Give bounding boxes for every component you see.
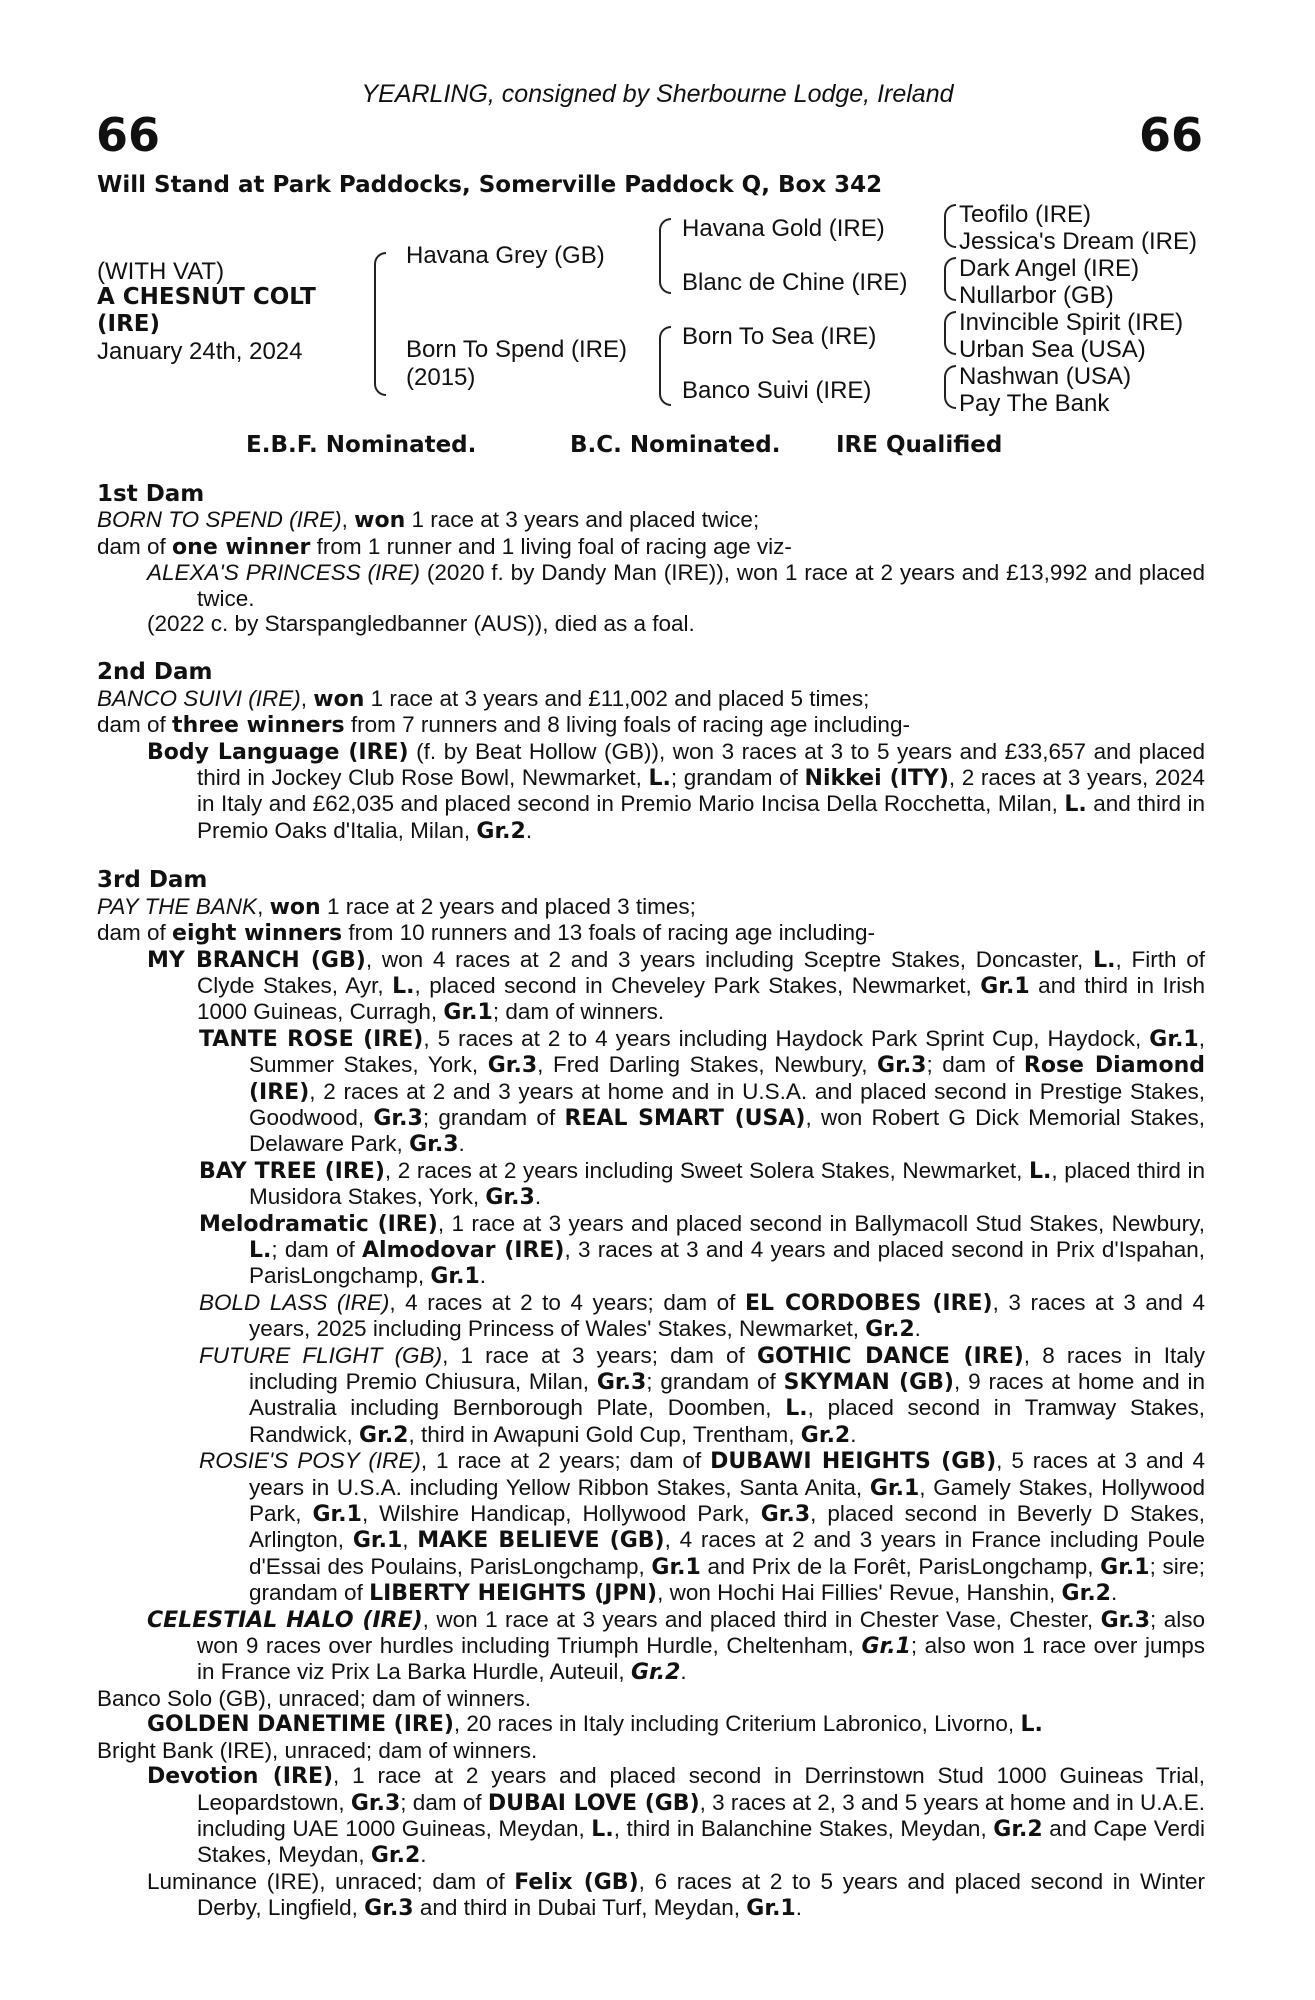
emphasis-text: ALEXA'S PRINCESS (IRE)	[147, 560, 421, 586]
pedigree-dam-dam: Banco Suivi (IRE)	[682, 377, 872, 404]
line-text: , Summer Stakes, York,	[249, 1025, 1205, 1078]
emphasis-text: REAL SMART (USA)	[564, 1105, 806, 1131]
line-text: , 3 races at 3 and 4 years, 2025 including Princess of Wales' Stakes, Newmarket,	[249, 1289, 1205, 1342]
horse-name: A CHESNUT COLT	[97, 284, 316, 310]
line-text: , placed second in Beverly D Stakes, Arlington,	[249, 1501, 1205, 1553]
emphasis-text: Felix (GB)	[514, 1869, 639, 1895]
line-text: , 1 race at 3 years; dam of	[442, 1342, 757, 1368]
pedigree-line	[97, 1211, 1205, 1290]
pedigree-gg-8: Pay The Bank	[959, 390, 1110, 417]
pedigree-line	[97, 947, 1205, 1026]
line-text: and third in Dubai Turf, Meydan,	[413, 1895, 747, 1921]
line-text: , placed second in Tramway Stakes, Randwick,	[249, 1395, 1205, 1447]
line-text: ; sire; grandam of	[249, 1553, 1205, 1606]
line-text: .	[680, 1659, 687, 1685]
line-text: from 1 runner and 1 living foal of racing age viz-	[310, 533, 792, 559]
emphasis-text: Gr.1	[980, 973, 1030, 999]
emphasis-text: Melodramatic (IRE)	[199, 1211, 438, 1237]
line-text: (f. by Beat Hollow (GB)), won 3 races at 3 to 5 years and £33,657 and placed third in Jockey Club Rose Bowl, Newmarket,	[197, 738, 1205, 791]
emphasis-text: L.	[249, 1237, 272, 1263]
emphasis-text: Gr.3	[409, 1132, 459, 1158]
pedigree-line	[97, 712, 1205, 738]
line-text: , 9 races at home and in Australia including Bernborough Plate, Doomben,	[249, 1369, 1206, 1421]
line-text: ; also won 9 races over hurdles including Triumph Hurdle, Cheltenham,	[197, 1606, 1205, 1659]
ire-qualified: IRE Qualified	[836, 432, 1003, 458]
pedigree-gg-1: Teofilo (IRE)	[959, 201, 1092, 228]
line-text: .	[458, 1131, 465, 1157]
pedigree-line	[97, 920, 1205, 946]
emphasis-text: BAY TREE (IRE)	[199, 1158, 385, 1184]
pedigree-line	[97, 1738, 1205, 1763]
emphasis-text: GOTHIC DANCE (IRE)	[756, 1343, 1024, 1369]
vat-note: (WITH VAT)	[97, 258, 225, 285]
line-text: Bright Bank (IRE), unraced; dam of winners.	[97, 1737, 538, 1763]
line-text: , 20 races in Italy including Criterium Labronico, Livorno,	[453, 1711, 1021, 1737]
emphasis-text: Gr.3	[1100, 1607, 1151, 1633]
emphasis-text: eight winners	[172, 921, 343, 947]
line-text: ; grandam of	[646, 1369, 784, 1394]
line-text: dam of	[97, 533, 173, 559]
lot-number-left: 66	[96, 108, 161, 162]
line-text: , 2 races at 2 years including Sweet Solera Stakes, Newmarket,	[384, 1157, 1029, 1183]
line-text: ,	[341, 507, 355, 533]
line-text: , 5 races at 2 to 4 years including Haydock Park Sprint Cup, Haydock,	[423, 1025, 1150, 1051]
pedigree-line	[97, 560, 1205, 611]
emphasis-text: MY BRANCH (GB)	[147, 947, 366, 973]
line-text: .	[914, 1316, 921, 1342]
pedigree-brace-2b	[659, 326, 671, 406]
line-text: , 2 races at 2 and 3 years at home and in U.S.A. and placed second in Prestige Stakes, Goodwood,	[249, 1078, 1205, 1130]
emphasis-text: Gr.1	[430, 1264, 480, 1290]
emphasis-text: Gr.1	[861, 1634, 911, 1660]
line-text: , won 4 races at 2 and 3 years including Sceptre Stakes, Doncaster,	[365, 946, 1094, 972]
dam-heading: 3rd Dam	[97, 867, 208, 894]
pedigree-sire: Havana Grey (GB)	[406, 242, 605, 269]
emphasis-text: L.	[591, 1816, 614, 1842]
dam-history	[97, 482, 1205, 1922]
emphasis-text: MAKE BELIEVE (GB)	[417, 1528, 665, 1554]
line-text: , Gamely Stakes, Hollywood Park,	[249, 1474, 1205, 1527]
line-text: from 10 runners and 13 foals of racing age including-	[342, 920, 875, 946]
emphasis-text: Gr.2	[359, 1422, 409, 1448]
emphasis-text: SKYMAN (GB)	[783, 1370, 954, 1395]
pedigree-line	[97, 507, 1205, 533]
line-text: .	[1110, 1580, 1118, 1606]
emphasis-text: Devotion (IRE)	[147, 1764, 334, 1790]
emphasis-text: Gr.2	[993, 1816, 1043, 1842]
emphasis-text: PAY THE BANK	[97, 893, 258, 919]
line-text: ,	[402, 1527, 418, 1553]
pedigree-sire-sire: Havana Gold (IRE)	[682, 215, 885, 242]
emphasis-text: Gr.3	[877, 1053, 927, 1079]
line-text: , 1 race at 2 years; dam of	[420, 1448, 711, 1474]
emphasis-text: EL CORDOBES (IRE)	[744, 1290, 993, 1316]
pedigree-line	[97, 611, 1205, 636]
pedigree-line	[97, 1763, 1205, 1869]
emphasis-text: CELESTIAL HALO (IRE)	[147, 1607, 423, 1633]
emphasis-text: won	[354, 508, 406, 534]
emphasis-text: Rose Diamond (IRE)	[249, 1053, 1206, 1105]
dam-section	[97, 482, 1205, 636]
line-text: , 2 races at 3 years, 2024 in Italy and £62,035 and placed second in Premio Mario Incisa Della Rocchetta, Milan,	[197, 765, 1205, 817]
line-text: dam of	[97, 712, 173, 738]
dam-section	[97, 868, 1205, 1921]
emphasis-text: Gr.2	[1061, 1581, 1111, 1607]
line-text: , 6 races at 2 to 5 years and placed second in Winter Derby, Lingfield,	[197, 1868, 1205, 1921]
line-text: .	[525, 817, 533, 843]
line-text: ; dam of	[926, 1052, 1024, 1078]
pedigree-gg-5: Invincible Spirit (IRE)	[959, 309, 1184, 336]
pedigree-line	[97, 1869, 1205, 1922]
line-text: ; dam of	[271, 1236, 363, 1262]
emphasis-text: DUBAI LOVE (GB)	[487, 1790, 700, 1816]
line-text: ,	[300, 685, 314, 711]
pedigree-line	[97, 534, 1205, 560]
line-text: and Cape Verdi Stakes, Meydan,	[197, 1815, 1205, 1868]
foaling-date: January 24th, 2024	[97, 338, 303, 365]
line-text: .	[534, 1184, 542, 1210]
emphasis-text: Gr.1	[651, 1554, 701, 1580]
pedigree-line	[97, 1711, 1205, 1737]
line-text: , 1 race at 2 years and placed second in Derrinstown Stud 1000 Guineas Trial, Leopardstown,	[197, 1763, 1205, 1815]
emphasis-text: L.	[1093, 947, 1116, 973]
pedigree-gg-7: Nashwan (USA)	[959, 363, 1132, 390]
pedigree-gg-6: Urban Sea (USA)	[959, 336, 1146, 363]
emphasis-text: Gr.3	[760, 1502, 811, 1528]
pedigree-brace-3a	[944, 204, 956, 248]
emphasis-text: Gr.1	[443, 1000, 493, 1026]
pedigree-line	[97, 1686, 1205, 1711]
emphasis-text: GOLDEN DANETIME (IRE)	[147, 1712, 454, 1738]
emphasis-text: DUBAWI HEIGHTS (GB)	[710, 1449, 997, 1475]
lot-number-right: 66	[1138, 108, 1203, 162]
emphasis-text: Gr.3	[364, 1896, 414, 1922]
line-text: , won Robert G Dick Memorial Stakes, Delaware Park,	[249, 1104, 1206, 1157]
line-text: , 3 races at 2, 3 and 5 years at home and in U.A.E. including UAE 1000 Guineas, Meydan,	[197, 1789, 1205, 1841]
bc-nominated: B.C. Nominated.	[570, 432, 781, 458]
pedigree-gg-2: Jessica's Dream (IRE)	[959, 228, 1197, 255]
emphasis-text: Gr.3	[350, 1790, 401, 1816]
pedigree-brace-3b	[944, 257, 956, 301]
line-text: , 4 races at 2 to 4 years; dam of	[389, 1289, 745, 1315]
emphasis-text: BOLD LASS (IRE)	[199, 1289, 390, 1315]
emphasis-text: L.	[1020, 1712, 1043, 1738]
emphasis-text: Almodovar (IRE)	[362, 1237, 565, 1263]
emphasis-text: L.	[648, 766, 671, 792]
line-text: 1 race at 2 years and placed 3 times;	[320, 893, 696, 919]
pedigree-line	[97, 894, 1205, 920]
line-text: and third in Irish 1000 Guineas, Curragh,	[197, 972, 1205, 1025]
pedigree-brace-3c	[944, 311, 956, 355]
emphasis-text: LIBERTY HEIGHTS (JPN)	[369, 1581, 658, 1607]
pedigree-line	[97, 1448, 1205, 1606]
emphasis-text: three winners	[172, 713, 345, 739]
emphasis-text: Gr.1	[312, 1502, 362, 1528]
pedigree-sire-dam: Blanc de Chine (IRE)	[682, 269, 908, 296]
horse-origin: (IRE)	[97, 311, 161, 337]
line-text: ,	[257, 893, 270, 919]
emphasis-text: Gr.3	[596, 1370, 647, 1395]
dam-section	[97, 660, 1205, 844]
emphasis-text: FUTURE FLIGHT (GB)	[199, 1342, 443, 1368]
line-text: ; grandam of	[670, 765, 805, 791]
emphasis-text: won	[313, 686, 365, 712]
line-text: Luminance (IRE), unraced; dam of	[147, 1868, 515, 1894]
line-text: .	[479, 1263, 487, 1289]
line-text: , 3 races at 3 and 4 years and placed second in Prix d'Ispahan, ParisLongchamp,	[249, 1236, 1205, 1289]
emphasis-text: won	[269, 894, 321, 920]
line-text: Banco Solo (GB), unraced; dam of winners.	[97, 1685, 531, 1711]
line-text: , placed third in Musidora Stakes, York,	[249, 1157, 1205, 1210]
pedigree-brace-2a	[659, 218, 671, 294]
line-text: .	[795, 1895, 802, 1921]
pedigree-line	[97, 1158, 1205, 1211]
emphasis-text: Gr.3	[487, 1053, 538, 1079]
line-text: , 1 race at 3 years and placed second in Ballymacoll Stud Stakes, Newbury,	[437, 1210, 1206, 1236]
pedigree-line	[97, 739, 1205, 845]
emphasis-text: Gr.3	[373, 1105, 423, 1131]
dam-heading: 1st Dam	[97, 481, 205, 507]
pedigree-dam: Born To Spend (IRE)	[406, 336, 628, 363]
line-text: , won Hochi Hai Fillies' Revue, Hanshin,	[657, 1580, 1062, 1606]
pedigree-line	[97, 1290, 1205, 1343]
line-text: , 4 races at 2 and 3 years in France including Poule d'Essai des Poulains, ParisLongchamp,	[249, 1527, 1205, 1579]
stand-location: Will Stand at Park Paddocks, Somerville Paddock Q, Box 342	[97, 172, 883, 198]
emphasis-text: L.	[785, 1396, 808, 1422]
line-text: 1 race at 3 years and £11,002 and placed 5 times;	[364, 685, 870, 711]
emphasis-text: ROSIE'S POSY (IRE)	[199, 1448, 421, 1474]
line-text: .	[420, 1842, 427, 1868]
line-text: and third in Premio Oaks d'Italia, Milan,	[197, 791, 1205, 843]
emphasis-text: L.	[1064, 792, 1087, 818]
pedigree-gg-3: Dark Angel (IRE)	[959, 255, 1140, 282]
line-text: dam of	[97, 920, 173, 946]
emphasis-text: Gr.2	[800, 1422, 851, 1448]
line-text: .	[850, 1421, 857, 1447]
line-text: , placed second in Cheveley Park Stakes, Newmarket,	[414, 972, 981, 998]
emphasis-text: Gr.1	[746, 1896, 796, 1922]
pedigree-dam-sire: Born To Sea (IRE)	[682, 323, 877, 350]
emphasis-text: L.	[392, 973, 415, 999]
line-text: , 8 races in Italy including Premio Chiusura, Milan,	[249, 1342, 1205, 1394]
emphasis-text: BORN TO SPEND (IRE)	[97, 507, 342, 533]
pedigree-brace-3d	[944, 365, 956, 409]
emphasis-text: Gr.2	[370, 1843, 421, 1869]
line-text: , third in Awapuni Gold Cup, Trentham,	[408, 1421, 801, 1447]
emphasis-text: Gr.1	[1149, 1026, 1199, 1052]
line-text: , Fred Darling Stakes, Newbury,	[537, 1052, 878, 1078]
pedigree-line	[97, 1607, 1205, 1686]
pedigree-gg-4: Nullarbor (GB)	[959, 282, 1114, 309]
line-text: , 5 races at 3 and 4 years in U.S.A. including Yellow Ribbon Stakes, Santa Anita,	[249, 1448, 1205, 1500]
emphasis-text: Gr.3	[485, 1185, 535, 1211]
emphasis-text: Gr.2	[865, 1317, 915, 1343]
line-text: from 7 runners and 8 living foals of racing age including-	[344, 712, 910, 738]
line-text: , Wilshire Handicap, Hollywood Park,	[361, 1501, 761, 1527]
emphasis-text: BANCO SUIVI (IRE)	[97, 685, 301, 711]
line-text: , Firth of Clyde Stakes, Ayr,	[197, 946, 1205, 998]
emphasis-text: Gr.1	[352, 1528, 403, 1554]
line-text: and Prix de la Forêt, ParisLongchamp,	[700, 1553, 1101, 1579]
pedigree-line	[97, 1343, 1205, 1449]
line-text: (2020 f. by Dandy Man (IRE)), won 1 race at 2 years and £13,992 and placed twice.	[197, 560, 1205, 611]
pedigree-dam-year: (2015)	[406, 364, 476, 391]
emphasis-text: one winner	[172, 534, 311, 560]
line-text: (2022 c. by Starspangledbanner (AUS)), died as a foal.	[147, 611, 695, 637]
pedigree-line	[97, 1026, 1205, 1158]
line-text: ; grandam of	[422, 1104, 565, 1130]
pedigree-brace-1	[374, 252, 386, 396]
emphasis-text: Gr.1	[1100, 1554, 1150, 1580]
line-text: ; dam of winners.	[492, 999, 665, 1025]
catalogue-subtitle: YEARLING, consigned by Sherbourne Lodge, Ireland	[361, 80, 954, 108]
emphasis-text: L.	[1028, 1158, 1052, 1184]
dam-heading: 2nd Dam	[97, 659, 213, 686]
line-text: , won 1 race at 3 years and placed third in Chester Vase, Chester,	[422, 1606, 1101, 1632]
line-text: ; also won 1 race over jumps in France viz Prix La Barka Hurdle, Auteuil,	[197, 1633, 1205, 1685]
ebf-nominated: E.B.F. Nominated.	[246, 432, 477, 458]
pedigree-line	[97, 686, 1205, 712]
emphasis-text: TANTE ROSE (IRE)	[199, 1026, 424, 1052]
emphasis-text: Body Language (IRE)	[147, 739, 409, 765]
emphasis-text: Gr.2	[630, 1660, 681, 1686]
emphasis-text: Gr.2	[476, 818, 526, 844]
line-text: ; dam of	[400, 1789, 488, 1815]
line-text: 1 race at 3 years and placed twice;	[405, 507, 760, 533]
emphasis-text: Gr.1	[869, 1475, 920, 1501]
line-text: , third in Balanchine Stakes, Meydan,	[613, 1815, 994, 1841]
emphasis-text: Nikkei (ITY)	[804, 766, 949, 792]
